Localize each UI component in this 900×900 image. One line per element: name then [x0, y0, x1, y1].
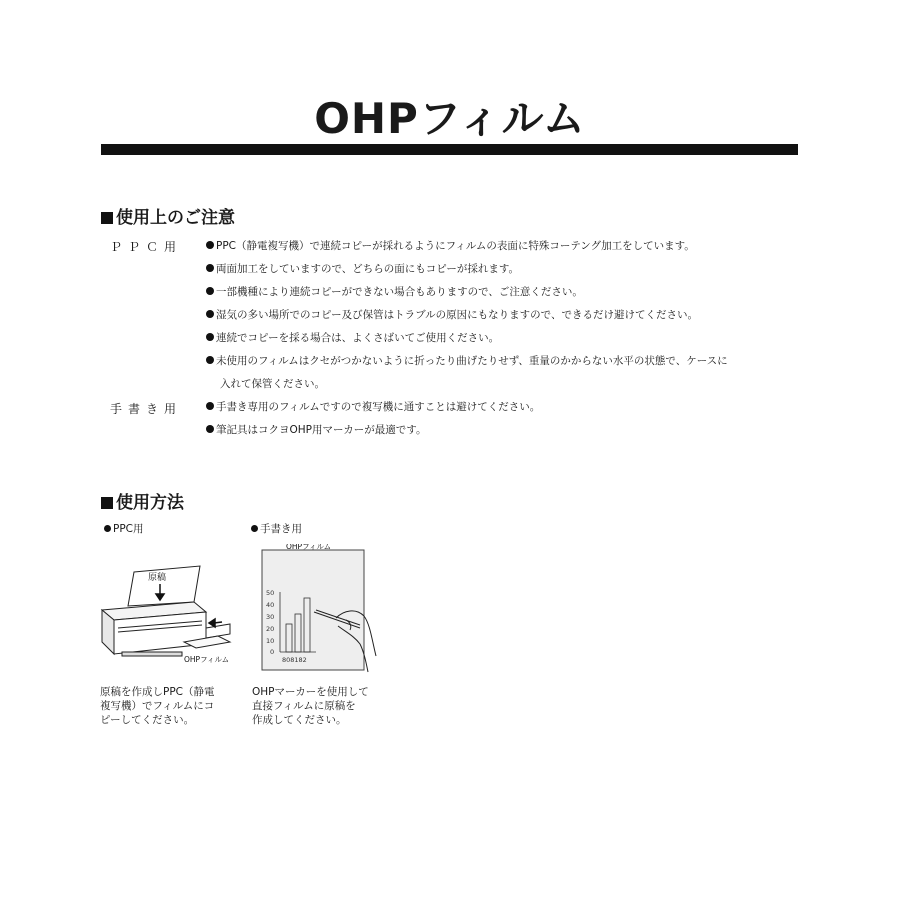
handwriting-note-2	[206, 422, 426, 437]
sheet-title: OHPフィルム	[286, 544, 332, 551]
page-title: OHPフィルム	[314, 94, 586, 143]
bullet-icon	[206, 402, 214, 410]
handwriting-caption-line-2: 直接フィルムに原稿を	[252, 700, 356, 712]
handwriting-note-2-text: 筆記具はコクヨOHP用マーカーが最適です。	[216, 424, 427, 436]
ppc-note-2-text: 両面加工をしていますので、どちらの面にもコピーが採れます。	[216, 263, 520, 275]
how-to-use-heading-text: 使用方法	[116, 493, 184, 513]
how-handwriting-label	[251, 521, 302, 536]
bullet-icon	[104, 525, 111, 532]
ppc-note-1	[206, 238, 695, 253]
y-tick-20: 20	[266, 625, 275, 633]
ppc-category-label: ＰＰＣ用	[110, 240, 183, 254]
usage-notes-heading	[101, 203, 235, 228]
ppc-note-3-text: 一部機種により連続コピーができない場合もありますので、ご注意ください。	[216, 286, 583, 298]
bullet-icon	[251, 525, 258, 532]
ppc-note-6-text: 未使用のフィルムはクセがつかないように折ったり曲げたりせず、重量のかからない水平の状態で、ケースに	[216, 355, 728, 367]
ppc-note-4	[206, 307, 698, 322]
ppc-note-1-text: PPC（静電複写機）で連続コピーが採れるようにフィルムの表面に特殊コーテング加工をしています。	[216, 240, 695, 252]
ppc-note-4-text: 湿気の多い場所でのコピー及び保管はトラブルの原因にもなりますので、できるだけ避けてください。	[216, 309, 698, 321]
ppc-caption-line-1: 原稿を作成しPPC（静電	[100, 686, 215, 698]
ppc-note-5-text: 連続でコピーを採る場合は、よくさばいてご使用ください。	[216, 332, 500, 344]
square-bullet-icon	[101, 497, 113, 509]
handwriting-caption	[252, 685, 382, 727]
ppc-caption-line-3: ピーしてください。	[100, 714, 195, 726]
bullet-icon	[206, 310, 214, 318]
square-bullet-icon	[101, 212, 113, 224]
film-label: OHPフィルム	[184, 655, 230, 664]
ppc-note-2	[206, 261, 519, 276]
usage-notes-heading-text: 使用上のご注意	[116, 208, 235, 228]
bullet-icon	[206, 287, 214, 295]
handwriting-note-1	[206, 399, 540, 414]
how-to-use-heading	[101, 488, 184, 513]
ppc-note-5	[206, 330, 499, 345]
ppc-note-6	[206, 353, 728, 368]
x-labels: 808182	[282, 656, 307, 664]
handwriting-caption-line-3: 作成してください。	[252, 714, 347, 726]
bullet-icon	[206, 241, 214, 249]
ppc-caption	[100, 685, 242, 727]
title-underline-bar	[101, 144, 798, 155]
ppc-caption-line-2: 複写機）でフィルムにコ	[100, 700, 215, 712]
original-label: 原稿	[148, 573, 167, 583]
bullet-icon	[206, 333, 214, 341]
ppc-note-6-continuation: 入れて保管ください。	[220, 378, 325, 390]
y-tick-40: 40	[266, 601, 275, 609]
bullet-icon	[206, 356, 214, 364]
how-ppc-label	[104, 521, 144, 536]
y-tick-30: 30	[266, 613, 275, 621]
handwriting-illustration	[252, 544, 378, 676]
y-tick-0: 0	[270, 648, 275, 656]
how-ppc-label-text: PPC用	[113, 523, 144, 535]
handwriting-caption-line-1: OHPマーカーを使用して	[252, 686, 369, 698]
copier-illustration	[98, 558, 238, 668]
how-handwriting-label-text: 手書き用	[260, 523, 302, 535]
bullet-icon	[206, 425, 214, 433]
y-tick-50: 50	[266, 589, 275, 597]
original-sheet-shape	[128, 566, 200, 606]
y-tick-10: 10	[266, 637, 275, 645]
handwriting-category-label: 手書き用	[110, 402, 183, 416]
ppc-note-3	[206, 284, 583, 299]
bullet-icon	[206, 264, 214, 272]
handwriting-note-1-text: 手書き専用のフィルムですので複写機に通すことは避けてください。	[216, 401, 541, 413]
